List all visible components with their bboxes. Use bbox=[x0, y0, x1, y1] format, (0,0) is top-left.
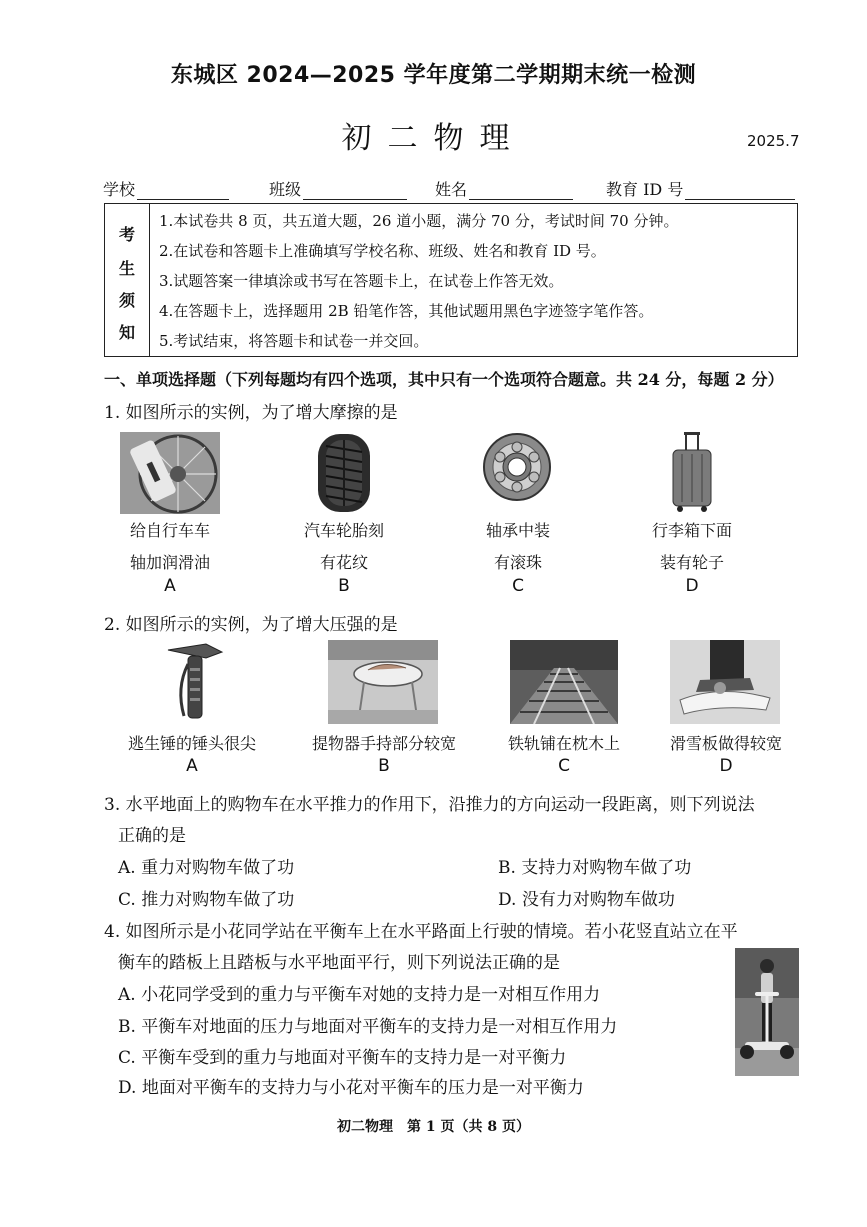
q4-option-a[interactable]: A. 小花同学受到的重力与平衡车对她的支持力是一对相互作用力 bbox=[118, 985, 601, 1005]
name-field[interactable] bbox=[435, 177, 573, 200]
edu-id-label: 教育 ID 号 bbox=[606, 180, 684, 199]
q2-option-c-letter[interactable]: C bbox=[558, 756, 570, 776]
q4-option-b[interactable]: B. 平衡车对地面的压力与地面对平衡车的支持力是一对相互作用力 bbox=[118, 1017, 618, 1037]
exam-notice-box bbox=[104, 203, 798, 357]
q2-option-b-caption: 提物器手持部分较宽 bbox=[311, 734, 456, 753]
school-label: 学校 bbox=[103, 180, 136, 199]
question-3-stem-line-1: 3. 水平地面上的购物车在水平推力的作用下，沿推力的方向运动一段距离，则下列说法 bbox=[104, 795, 755, 815]
snowboard-icon bbox=[670, 640, 780, 724]
q2-option-a-letter[interactable]: A bbox=[186, 756, 198, 776]
q1-option-c-caption-1: 轴承中装 bbox=[485, 521, 550, 540]
ball-bearing-icon bbox=[482, 432, 552, 502]
q1-option-c-caption-2: 有滚珠 bbox=[493, 553, 542, 572]
q1-option-d-caption-2: 装有轮子 bbox=[659, 553, 724, 572]
class-field[interactable] bbox=[269, 177, 407, 200]
tire-icon bbox=[316, 432, 372, 514]
question-3-stem-line-2: 正确的是 bbox=[118, 826, 186, 846]
q2-option-a-caption: 逃生锤的锤头很尖 bbox=[127, 734, 256, 753]
name-label: 姓名 bbox=[435, 180, 468, 199]
railway-icon bbox=[510, 640, 618, 724]
exam-title: 东城区 2024—2025 学年度第二学期期末统一检测 bbox=[170, 63, 697, 88]
balance-scooter-girl-icon bbox=[735, 948, 799, 1076]
q2-option-d-letter[interactable]: D bbox=[719, 756, 733, 776]
q3-option-c[interactable]: C. 推力对购物车做了功 bbox=[118, 890, 295, 910]
question-4-stem-line-2: 衡车的踏板上且踏板与水平地面平行，则下列说法正确的是 bbox=[118, 953, 560, 973]
class-label: 班级 bbox=[269, 180, 302, 199]
q4-option-c[interactable]: C. 平衡车受到的重力与地面对平衡车的支持力是一对平衡力 bbox=[118, 1048, 567, 1068]
q3-option-a[interactable]: A. 重力对购物车做了功 bbox=[118, 858, 295, 878]
q1-option-b-letter[interactable]: B bbox=[338, 576, 350, 596]
q1-option-b-caption-1: 汽车轮胎刻 bbox=[303, 521, 384, 540]
page-footer: 初二物理 第 1 页（共 8 页） bbox=[337, 1119, 530, 1135]
question-2-stem: 2. 如图所示的实例，为了增大压强的是 bbox=[104, 615, 398, 635]
q1-option-d-caption-1: 行李箱下面 bbox=[651, 521, 732, 540]
q1-option-a-caption-1: 给自行车车 bbox=[129, 521, 210, 540]
q1-option-d-letter[interactable]: D bbox=[685, 576, 699, 596]
question-4-stem-line-1: 4. 如图所示是小花同学站在平衡车上在水平路面上行驶的情境。若小花竖直站立在平 bbox=[104, 922, 738, 942]
notice-label: 考 生 须 知 bbox=[105, 204, 150, 356]
subject-title: 初二物理 bbox=[341, 121, 526, 156]
q2-option-b-letter[interactable]: B bbox=[378, 756, 390, 776]
notice-item: 3.试题答案一律填涂或书写在答题卡上，在试卷上作答无效。 bbox=[159, 272, 564, 290]
q1-option-b-caption-2: 有花纹 bbox=[319, 553, 368, 572]
q1-option-c-letter[interactable]: C bbox=[512, 576, 524, 596]
q2-option-d-caption: 滑雪板做得较宽 bbox=[669, 734, 782, 753]
notice-item: 5.考试结束，将答题卡和试卷一并交回。 bbox=[159, 332, 429, 350]
suitcase-icon bbox=[670, 432, 714, 512]
q1-option-a-caption-2: 轴加润滑油 bbox=[129, 553, 210, 572]
bag-carrier-icon bbox=[328, 640, 438, 724]
q3-option-d[interactable]: D. 没有力对购物车做功 bbox=[498, 890, 675, 910]
notice-item: 1.本试卷共 8 页，共五道大题，26 道小题，满分 70 分，考试时间 70 分钟。 bbox=[159, 212, 679, 230]
q1-option-a-letter[interactable]: A bbox=[164, 576, 176, 596]
q2-option-c-caption: 铁轨铺在枕木上 bbox=[507, 734, 620, 753]
exam-date: 2025.7 bbox=[747, 132, 800, 150]
section-heading: 一、单项选择题（下列每题均有四个选项，其中只有一个选项符合题意。共 24 分，每题 2 分） bbox=[104, 370, 784, 389]
notice-item: 2.在试卷和答题卡上准确填写学校名称、班级、姓名和教育 ID 号。 bbox=[159, 242, 606, 260]
escape-hammer-icon bbox=[160, 640, 230, 722]
bicycle-axle-icon bbox=[120, 432, 220, 514]
question-1-stem: 1. 如图所示的实例，为了增大摩擦的是 bbox=[104, 403, 398, 423]
school-field[interactable] bbox=[103, 177, 229, 200]
q4-option-d[interactable]: D. 地面对平衡车的支持力与小花对平衡车的压力是一对平衡力 bbox=[118, 1078, 584, 1098]
edu-id-field[interactable] bbox=[606, 177, 795, 200]
notice-item: 4.在答题卡上，选择题用 2B 铅笔作答，其他试题用黑色字迹签字笔作答。 bbox=[159, 302, 654, 320]
q3-option-b[interactable]: B. 支持力对购物车做了功 bbox=[498, 858, 692, 878]
